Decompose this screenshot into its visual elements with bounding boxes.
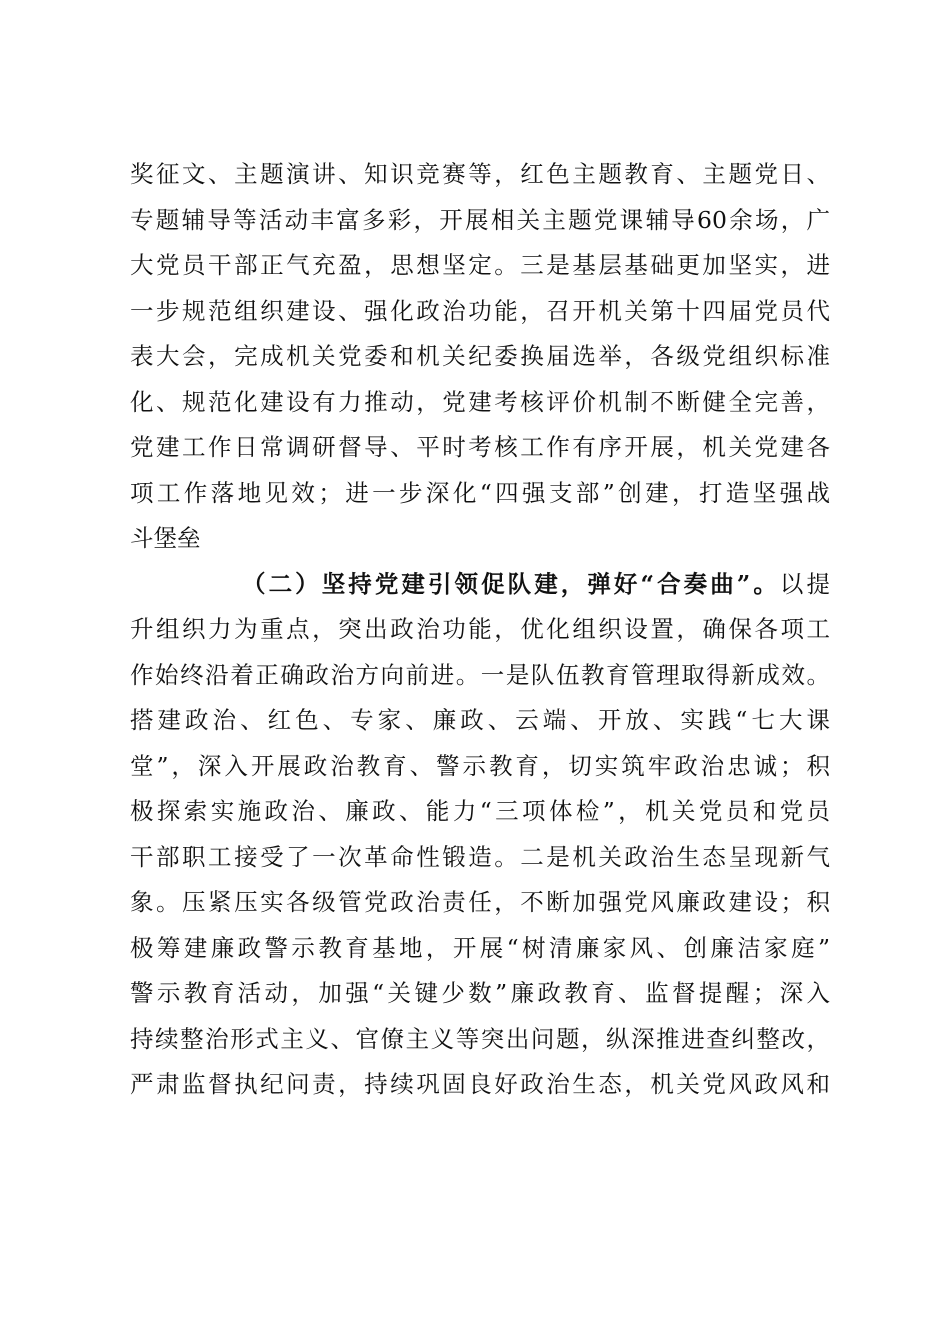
text-line: 升组织力为重点，突出政治功能，优化组织设置，确保各项工: [130, 615, 830, 643]
text-line: 奖征文、主题演讲、知识竞赛等，红色主题教育、主题党日、: [130, 160, 830, 188]
text-line: 表大会，完成机关党委和机关纪委换届选举，各级党组织标准: [130, 342, 830, 370]
section-heading-line: [130, 562, 830, 608]
text-line: 持续整治形式主义、官僚主义等突出问题，纵深推进查纠整改，: [130, 1024, 830, 1053]
text-line: 象。压紧压实各级管党政治责任，不断加强党风廉政建设；积: [130, 888, 830, 916]
text-line: 极筹建廉政警示教育基地，开展“树清廉家风、创廉洁家庭”: [130, 933, 830, 962]
text-line: 作始终沿着正确政治方向前进。一是队伍教育管理取得新成效。: [130, 660, 830, 689]
text-line: 化、规范化建设有力推动，党建考核评价机制不断健全完善，: [130, 387, 830, 416]
heading-line-rest: 以提: [779, 569, 830, 598]
document-body: [130, 152, 830, 1108]
text-line: 极探索实施政治、廉政、能力“三项体检”，机关党员和党员: [130, 797, 830, 825]
paragraph-section-two: [130, 562, 830, 1108]
text-line: 警示教育活动，加强“关键少数”廉政教育、监督提醒；深入: [130, 979, 830, 1007]
text-line: 斗堡垒: [130, 524, 201, 552]
text-line: 项工作落地见效；进一步深化“四强支部”创建，打造坚强战: [130, 478, 830, 507]
section-heading: （二）坚持党建引领促队建，弹好“合奏曲”。: [242, 569, 780, 598]
paragraph-continuation: [130, 152, 830, 562]
text-line: 大党员干部正气充盈，思想坚定。三是基层基础更加坚实，进: [130, 251, 830, 279]
text-line: 堂”，深入开展政治教育、警示教育，切实筑牢政治忠诚；积: [130, 751, 830, 780]
text-line: 干部职工接受了一次革命性锻造。二是机关政治生态呈现新气: [130, 842, 830, 871]
text-line: 党建工作日常调研督导、平时考核工作有序开展，机关党建各: [130, 433, 830, 461]
text-line: 严肃监督执纪问责，持续巩固良好政治生态，机关党风政风和: [130, 1070, 830, 1098]
text-line: 一步规范组织建设、强化政治功能，召开机关第十四届党员代: [130, 296, 830, 325]
text-line: 搭建政治、红色、专家、廉政、云端、开放、实践“七大课: [130, 706, 830, 734]
text-line: 专题辅导等活动丰富多彩，开展相关主题党课辅导60余场，广: [130, 205, 830, 234]
